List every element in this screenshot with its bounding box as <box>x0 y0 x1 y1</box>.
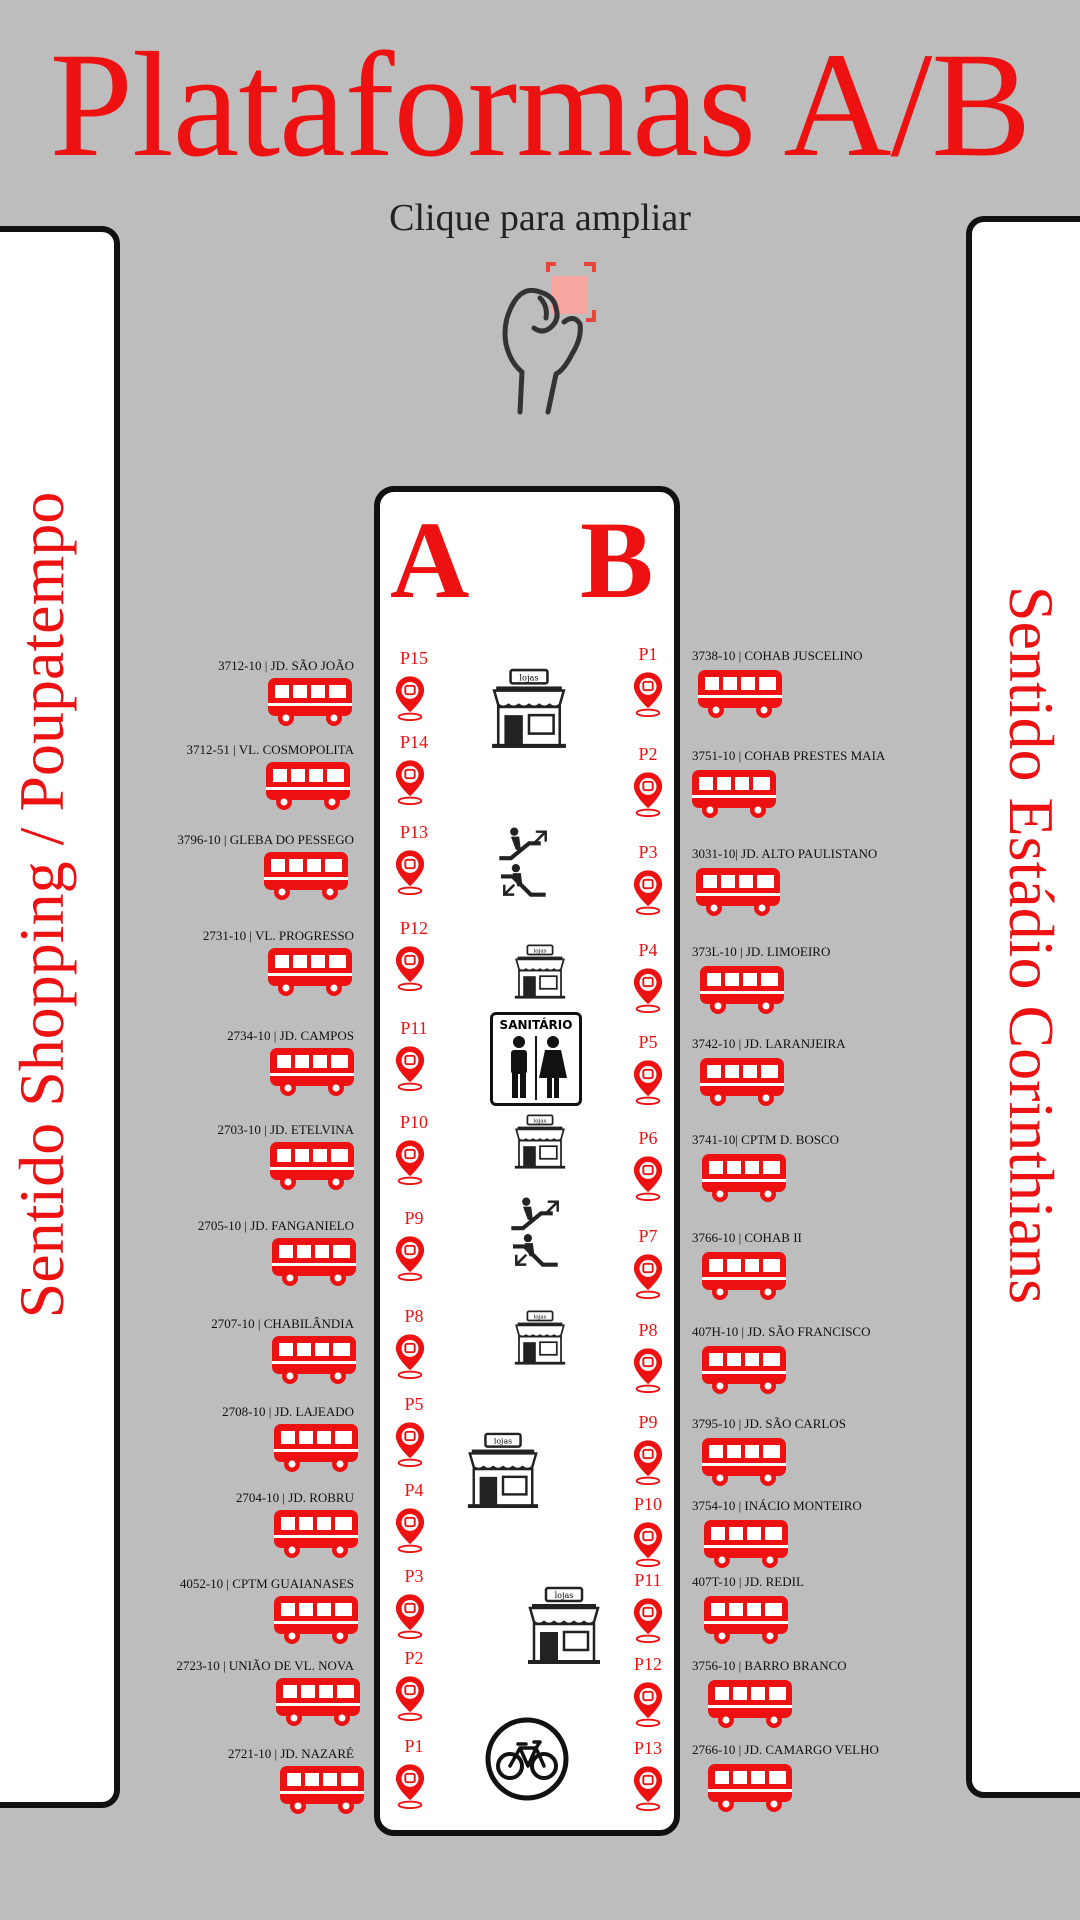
store-sign-label: lojas <box>554 1591 574 1600</box>
store-icon <box>488 668 570 750</box>
store-sign-label: lojas <box>533 948 547 955</box>
bus-icon <box>278 1764 366 1816</box>
platform-a-line-label[interactable]: 2708-10 | JD. LAJEADO <box>222 1404 354 1419</box>
bus-icon <box>700 1152 788 1204</box>
platform-b-line-label[interactable]: 3756-10 | BARRO BRANCO <box>692 1658 847 1673</box>
restroom-icon <box>493 1032 579 1102</box>
location-pin-icon <box>394 1332 426 1380</box>
platform-a-code: P5 <box>404 1394 424 1414</box>
platform-b-code: P2 <box>638 744 658 764</box>
platform-b-line-label[interactable]: 3031-10| JD. ALTO PAULISTANO <box>692 846 878 861</box>
location-pin-icon <box>632 1764 664 1812</box>
bus-icon <box>700 1250 788 1302</box>
bus-icon <box>272 1508 360 1560</box>
bicycle-icon <box>484 1716 570 1802</box>
platform-a-line-label[interactable]: 2721-10 | JD. NAZARÉ <box>227 1746 354 1761</box>
platform-b-line-label[interactable]: 3741-10| CPTM D. BOSCO <box>692 1132 840 1147</box>
location-pin-icon <box>394 1592 426 1640</box>
platform-b-code: P5 <box>638 1032 658 1052</box>
location-pin-icon <box>394 1506 426 1554</box>
platform-b-line-label[interactable]: 407T-10 | JD. REDIL <box>692 1574 804 1589</box>
platform-b-line-label[interactable]: 373L-10 | JD. LIMOEIRO <box>692 944 831 959</box>
location-pin-icon <box>632 1154 664 1202</box>
location-pin-icon <box>632 670 664 718</box>
platform-a-line-label[interactable]: 3712-51 | VL. COSMOPOLITA <box>186 742 354 757</box>
platform-a-line-label[interactable]: 3796-10 | GLEBA DO PESSEGO <box>177 832 354 847</box>
location-pin-icon <box>632 1520 664 1568</box>
platform-b-code: P7 <box>638 1226 658 1246</box>
location-pin-icon <box>394 1420 426 1468</box>
location-pin-icon <box>394 1762 426 1810</box>
store-icon <box>512 1114 568 1170</box>
location-pin-icon <box>632 1252 664 1300</box>
escalator-icon <box>508 1196 566 1272</box>
platform-b-line-label[interactable]: 3742-10 | JD. LARANJEIRA <box>692 1036 846 1051</box>
location-pin-icon <box>632 1680 664 1728</box>
platform-a-code: P3 <box>404 1566 424 1586</box>
bus-icon <box>706 1678 794 1730</box>
bus-icon <box>266 676 354 728</box>
platform-a-title: A <box>390 499 470 621</box>
platform-a-line-label[interactable]: 2731-10 | VL. PROGRESSO <box>202 928 354 943</box>
store-icon <box>464 1432 542 1510</box>
bus-icon <box>274 1676 362 1728</box>
location-pin-icon <box>394 944 426 992</box>
location-pin-icon <box>394 1044 426 1092</box>
platform-a-line-label[interactable]: 4052-10 | CPTM GUAIANASES <box>179 1576 354 1591</box>
platform-a-code: P8 <box>404 1306 424 1326</box>
bus-icon <box>272 1422 360 1474</box>
bus-icon <box>694 866 782 918</box>
platform-a-code: P10 <box>399 1112 428 1132</box>
left-direction-label: Sentido Shopping / Poupatempo <box>6 491 77 1319</box>
store-icon <box>524 1586 604 1666</box>
bus-icon <box>700 1436 788 1488</box>
platform-b-code: P6 <box>638 1128 658 1148</box>
platform-a-code: P9 <box>404 1208 424 1228</box>
platform-b-code: P3 <box>638 842 658 862</box>
platform-b-line-label[interactable]: 3766-10 | COHAB II <box>692 1230 802 1245</box>
platform-a-code: P11 <box>400 1018 428 1038</box>
platform-a-code: P2 <box>404 1648 424 1668</box>
page-title: Plataformas A/B <box>49 22 1031 188</box>
bus-icon <box>262 850 350 902</box>
store-sign-label: lojas <box>519 672 539 683</box>
location-pin-icon <box>394 1674 426 1722</box>
store-sign-label: lojas <box>533 1118 547 1125</box>
bus-icon <box>702 1518 790 1570</box>
platform-b-code: P8 <box>638 1320 658 1340</box>
platform-a-line-label[interactable]: 2705-10 | JD. FANGANIELO <box>197 1218 354 1233</box>
platform-a-line-label[interactable]: 2707-10 | CHABILÂNDIA <box>211 1316 354 1331</box>
platform-a-line-label[interactable]: 2703-10 | JD. ETELVINA <box>217 1122 354 1137</box>
bus-icon <box>266 946 354 998</box>
platform-a-line-label[interactable]: 3712-10 | JD. SÃO JOÃO <box>218 658 354 673</box>
restroom-sign <box>490 1012 582 1106</box>
zoom-hint[interactable]: Clique para ampliar <box>389 197 691 239</box>
platform-b-line-label[interactable]: 3738-10 | COHAB JUSCELINO <box>692 648 863 663</box>
bus-icon <box>706 1762 794 1814</box>
platform-b-line-label[interactable]: 3751-10 | COHAB PRESTES MAIA <box>692 748 886 763</box>
store-icon <box>512 944 568 1000</box>
platform-b-code: P13 <box>633 1738 662 1758</box>
platform-b-line-label[interactable]: 407H-10 | JD. SÃO FRANCISCO <box>692 1324 871 1339</box>
platform-a-code: P1 <box>404 1736 424 1756</box>
platform-a-line-label[interactable]: 2723-10 | UNIÃO DE VL. NOVA <box>176 1658 354 1673</box>
platform-a-code: P13 <box>399 822 428 842</box>
bus-icon <box>700 1344 788 1396</box>
platform-b-code: P12 <box>633 1654 662 1674</box>
bus-icon <box>272 1594 360 1646</box>
location-pin-icon <box>632 1596 664 1644</box>
bus-icon <box>698 964 786 1016</box>
store-sign-label: lojas <box>493 1436 513 1446</box>
right-direction-label: Sentido Estádio Corinthians <box>996 585 1067 1305</box>
platform-a-code: P14 <box>399 732 428 752</box>
store-sign-label: lojas <box>533 1314 547 1321</box>
location-pin-icon <box>394 758 426 806</box>
location-pin-icon <box>394 848 426 896</box>
platform-b-code: P4 <box>638 940 658 960</box>
restroom-label: SANITÁRIO <box>499 1018 573 1032</box>
location-pin-icon <box>632 1438 664 1486</box>
platform-b-code: P10 <box>633 1494 662 1514</box>
location-pin-icon <box>632 966 664 1014</box>
platform-b-line-label[interactable]: 3795-10 | JD. SÃO CARLOS <box>692 1416 846 1431</box>
platform-a-line-label[interactable]: 2704-10 | JD. ROBRU <box>235 1490 354 1505</box>
tap-zoom-icon[interactable] <box>490 262 620 417</box>
location-pin-icon <box>632 1058 664 1106</box>
location-pin-icon <box>394 1138 426 1186</box>
platform-a-code: P4 <box>404 1480 424 1500</box>
platform-b-code: P9 <box>638 1412 658 1432</box>
location-pin-icon <box>632 1346 664 1394</box>
bus-icon <box>690 768 778 820</box>
bus-icon <box>696 668 784 720</box>
bus-icon <box>268 1046 356 1098</box>
platform-b-title: B <box>580 499 654 621</box>
platform-b-code: P11 <box>634 1570 662 1590</box>
bus-icon <box>270 1236 358 1288</box>
bus-icon <box>698 1056 786 1108</box>
platform-b-line-label[interactable]: 2766-10 | JD. CAMARGO VELHO <box>692 1742 879 1757</box>
location-pin-icon <box>394 1234 426 1282</box>
location-pin-icon <box>632 770 664 818</box>
bus-icon <box>702 1594 790 1646</box>
escalator-icon <box>496 826 554 902</box>
location-pin-icon <box>632 868 664 916</box>
location-pin-icon <box>394 674 426 722</box>
platform-b-line-label[interactable]: 3754-10 | INÁCIO MONTEIRO <box>692 1498 862 1513</box>
platform-b-code: P1 <box>638 644 658 664</box>
bus-icon <box>264 760 352 812</box>
bus-icon <box>270 1334 358 1386</box>
platform-a-code: P12 <box>399 918 428 938</box>
platform-a-line-label[interactable]: 2734-10 | JD. CAMPOS <box>227 1028 354 1043</box>
platform-a-code: P15 <box>399 648 428 668</box>
bus-icon <box>268 1140 356 1192</box>
store-icon <box>512 1310 568 1366</box>
